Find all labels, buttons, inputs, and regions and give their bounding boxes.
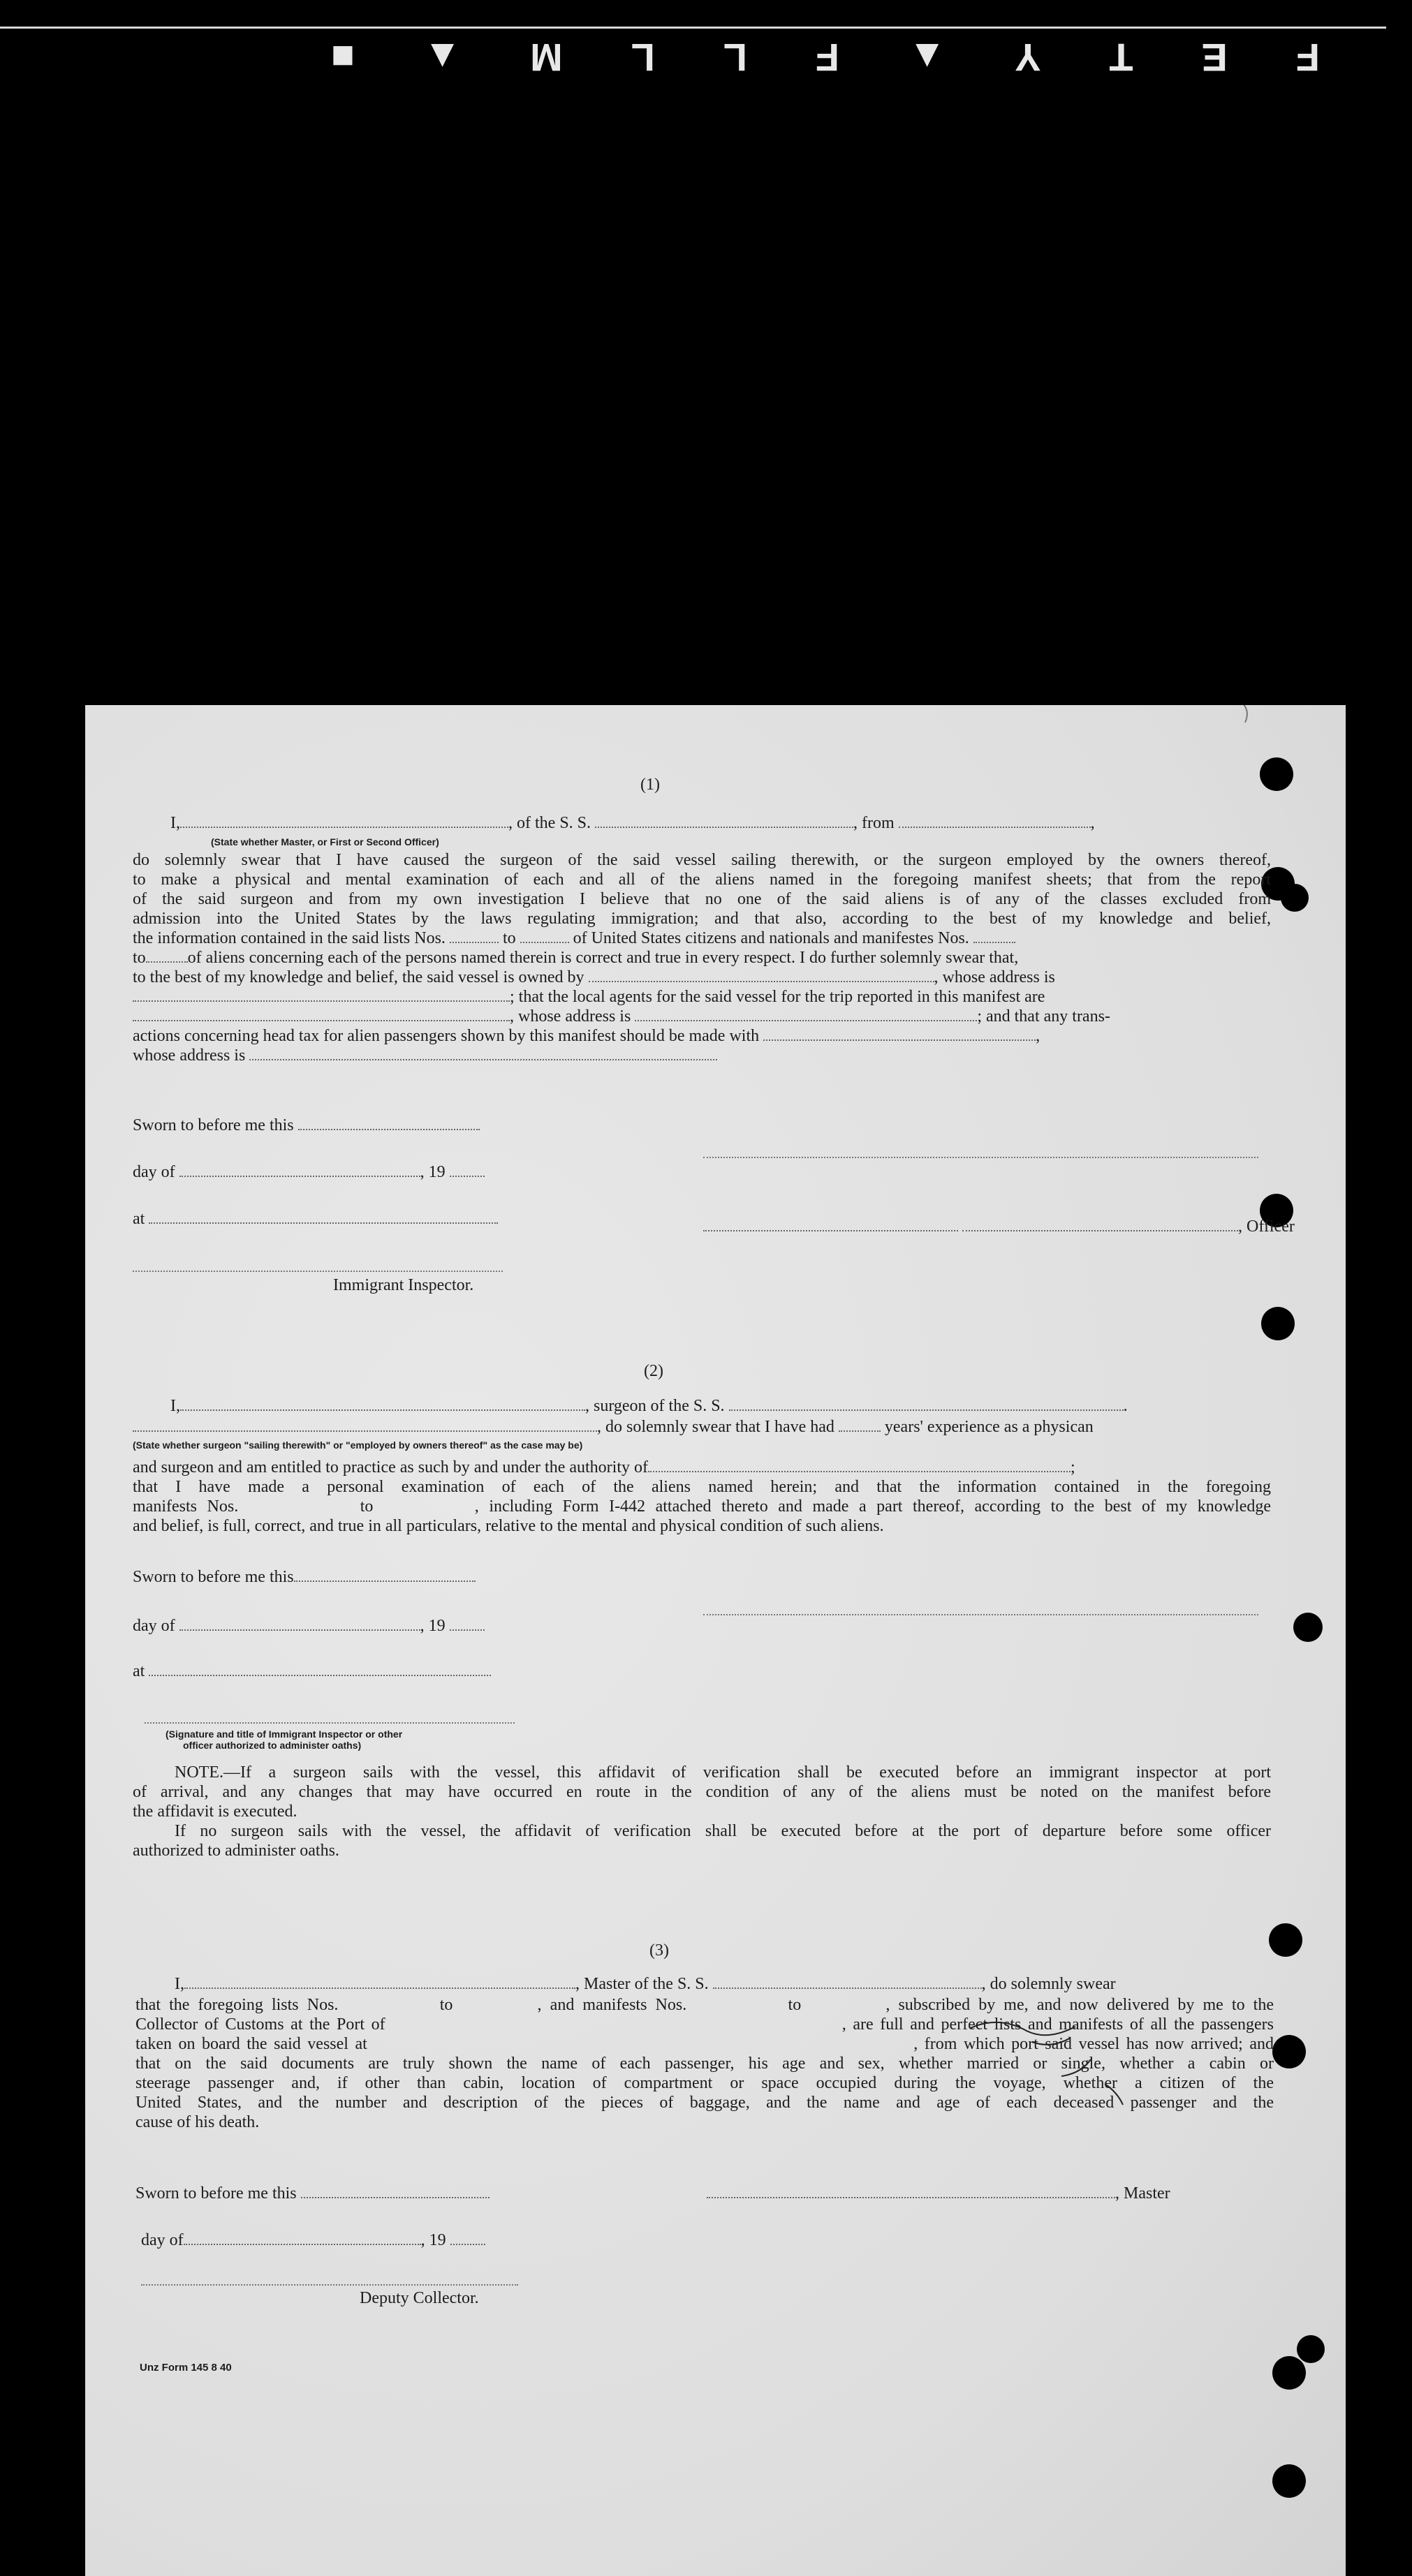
body-line: do solemnly swear that I have caused the surgeon of the said vessel sailing therewith, or the surgeon employed by the owners thereof, [133, 851, 1271, 869]
film-code-glyph: F [1293, 36, 1320, 80]
film-code-glyph: L [628, 36, 655, 80]
section1-headtax-line: actions concerning head tax for alien passengers shown by this manifest should be made with , [133, 1027, 1040, 1045]
film-edge-line [0, 27, 1386, 29]
section2-at: at [133, 1661, 491, 1681]
section1-inspector: Immigrant Inspector. [333, 1276, 474, 1294]
note-line: If no surgeon sails with the vessel, the affidavit of verification shall be executed before at the port of departure before some officer [175, 1822, 1271, 1840]
section2-line2: , do solemnly swear that I have had years' experience as a physican [133, 1417, 1094, 1437]
body-line: that on the said documents are truly shown the name of each passenger, his age and sex, whether married or single, whether a cabin or [135, 2055, 1274, 2073]
section1-at: at [133, 1209, 498, 1229]
film-code-glyph: ■ [328, 36, 355, 80]
film-code-glyph: L [720, 36, 747, 80]
section1-agents-line: ; that the local agents for the said vessel for the trip reported in this manifest are [133, 987, 1045, 1007]
body-line: taken on board the said vessel at , from which port said vessel has now arrived; and [135, 2035, 1274, 2053]
handwritten-marks [85, 705, 1346, 2576]
film-code-glyph: T [1106, 36, 1133, 80]
body-line: of the said surgeon and from my own investigation I believe that no one of the said aliens is of any of the classes excluded from [133, 890, 1271, 908]
section2-hint: (State whether surgeon "sailing therewith" or "employed by owners thereof" as the case may be) [133, 1439, 583, 1451]
body-line: steerage passenger and, if other than cabin, location of compartment or space occupied during the voyage, whether a citizen of the [135, 2074, 1274, 2092]
section3-day: day of , 19 [141, 2230, 485, 2250]
section2-sig-hint2: officer authorized to administer oaths) [183, 1740, 362, 1751]
body-line: that I have made a personal examination of each of the aliens named herein; and that the information contained in the foregoing [133, 1478, 1271, 1496]
section3-collector: Deputy Collector. [360, 2289, 479, 2307]
section3-sworn: Sworn to before me this [135, 2184, 490, 2203]
section1-day: day of , 19 [133, 1162, 485, 1182]
section3-number: (3) [649, 1941, 669, 1960]
section1-officer: , Officer [703, 1217, 1295, 1236]
section1-number: (1) [640, 776, 660, 794]
note-line: of arrival, and any changes that may have occurred en route in the condition of any of the aliens must be noted on the manifest before [133, 1783, 1271, 1801]
film-code-glyph: Y [1012, 36, 1041, 80]
section1-address-line: , whose address is ; and that any trans- [133, 1007, 1110, 1026]
section2-sig-hint1: (Signature and title of Immigrant Inspector or other [166, 1729, 403, 1740]
note-line: the affidavit is executed. [133, 1803, 297, 1821]
section1-lists-line: the information contained in the said lists Nos. to of United States citizens and nationals and manifestes Nos. [133, 928, 1015, 948]
section1-sworn: Sworn to before me this [133, 1116, 480, 1135]
note-line: NOTE.—If a surgeon sails with the vessel, this affidavit of verification shall be executed before an immigrant inspector at port [175, 1763, 1271, 1782]
note-line: authorized to administer oaths. [133, 1842, 339, 1860]
section2-line1: I, , surgeon of the S. S. . [170, 1397, 1128, 1415]
body-line: Collector of Customs at the Port of , are full and perfect lists and manifests of all the passengers [135, 2015, 1274, 2034]
body-line: United States, and the number and description of the pieces of baggage, and the name and age of each deceased passenger and the [135, 2094, 1274, 2112]
form-id: Unz Form 145 8 40 [140, 2362, 232, 2374]
body-line: cause of his death. [135, 2113, 260, 2131]
body-line: to make a physical and mental examination of each and all of the aliens named in the foregoing manifest sheets; that from the report [133, 871, 1271, 889]
body-line: that the foregoing lists Nos. to , and manifests Nos. to , subscribed by me, and now delivered by me to the [135, 1996, 1274, 2014]
film-code-glyph: M [527, 36, 563, 80]
document-page [85, 705, 1346, 2576]
section1-officer-hint: (State whether Master, or First or Second Officer) [211, 836, 439, 847]
film-code-glyph: F [812, 36, 840, 80]
film-code-glyph: E [1198, 36, 1228, 80]
body-line: admission into the United States by the laws regulating immigration; and that also, according to the best of my knowledge and belief, [133, 910, 1271, 928]
section1-whose-line: whose address is [133, 1046, 717, 1065]
body-line: manifests Nos. to , including Form I-442 attached thereto and made a part thereof, according to the best of my knowledge [133, 1497, 1271, 1516]
section1-aliens-line: to of aliens concerning each of the persons named therein is correct and true in every respect. I do further solemnly swear that, [133, 949, 1019, 967]
section3-line1: I, , Master of the S. S. , do solemnly swear [175, 1975, 1116, 1993]
body-line: and surgeon and am entitled to practice as such by and under the authority of ; [133, 1458, 1075, 1476]
body-line: and belief, is full, correct, and true in all particulars, relative to the mental and physical condition of such aliens. [133, 1517, 884, 1535]
section2-sworn: Sworn to before me this [133, 1567, 476, 1587]
film-header-code [328, 34, 1320, 82]
section2-number: (2) [644, 1362, 663, 1380]
section3-master: , Master [707, 2184, 1170, 2203]
section2-day: day of , 19 [133, 1616, 485, 1636]
section1-owned-line: to the best of my knowledge and belief, the said vessel is owned by , whose address is [133, 968, 1055, 986]
film-code-glyph: ▲ [904, 36, 947, 80]
film-code-glyph: ▲ [420, 36, 462, 80]
section1-oath-line: I, , of the S. S. , from , [170, 814, 1095, 832]
